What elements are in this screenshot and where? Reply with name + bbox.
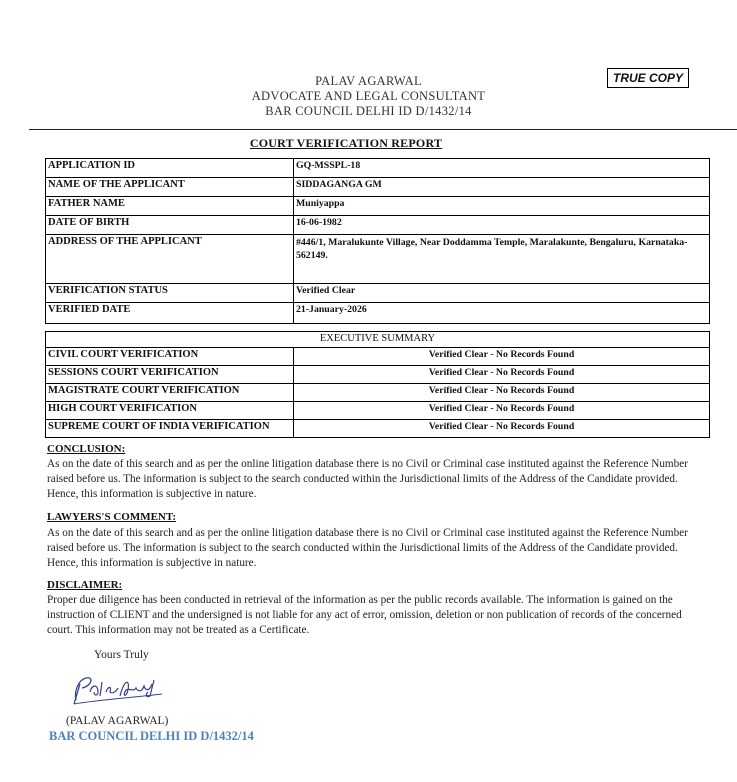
summary-label: SUPREME COURT OF INDIA VERIFICATION — [46, 420, 294, 438]
disclaimer-text: Proper due diligence has been conducted in retrieval of the information as per the public records available. The information is gained on the instruction of CLIENT and the undersigned is not liable for any act of error, omission, deletion or non publication of records of the concerned court. This information may not be treated as a Certificate. — [47, 594, 682, 636]
detail-label: DATE OF BIRTH — [46, 216, 294, 235]
detail-label: APPLICATION ID — [46, 159, 294, 178]
table-row — [46, 348, 710, 366]
table-row — [46, 178, 710, 197]
detail-label: VERIFICATION STATUS — [46, 284, 294, 303]
detail-value: Verified Clear — [294, 284, 710, 303]
advocate-role: ADVOCATE AND LEGAL CONSULTANT — [251, 89, 486, 103]
summary-value: Verified Clear - No Records Found — [294, 420, 710, 438]
table-row — [46, 402, 710, 420]
summary-title: EXECUTIVE SUMMARY — [46, 332, 710, 348]
summary-value: Verified Clear - No Records Found — [294, 366, 710, 384]
summary-value: Verified Clear - No Records Found — [294, 384, 710, 402]
table-row — [46, 216, 710, 235]
details-table — [45, 158, 710, 324]
table-row — [46, 332, 710, 348]
summary-value: Verified Clear - No Records Found — [294, 402, 710, 420]
conclusion-heading: CONCLUSION: — [47, 443, 126, 455]
detail-value: GQ-MSSPL-18 — [294, 159, 710, 178]
summary-label: SESSIONS COURT VERIFICATION — [46, 366, 294, 384]
signatory-name: (PALAV AGARWAL) — [66, 715, 169, 727]
table-row — [46, 197, 710, 216]
table-row — [46, 235, 710, 284]
detail-value: #446/1, Maralukunte Village, Near Doddamma Temple, Maralakunte, Bengaluru, Karnataka-562149. — [294, 235, 710, 284]
lawyers-comment-text: As on the date of this search and as per the online litigation database there is no Civil or Criminal case instituted against the Reference Number raised before us. The information is subject to the search conducted within the Jurisdictional limits of the Address of the Candidate provided. Hence, this information is subjective in nature. — [47, 527, 688, 569]
summary-label: MAGISTRATE COURT VERIFICATION — [46, 384, 294, 402]
report-title: COURT VERIFICATION REPORT — [249, 136, 443, 150]
detail-value: 16-06-1982 — [294, 216, 710, 235]
detail-value: SIDDAGANGA GM — [294, 178, 710, 197]
table-row — [46, 159, 710, 178]
detail-value: 21-January-2026 — [294, 303, 710, 324]
detail-label: VERIFIED DATE — [46, 303, 294, 324]
table-row — [46, 366, 710, 384]
header-divider — [29, 129, 737, 130]
summary-value: Verified Clear - No Records Found — [294, 348, 710, 366]
yours-truly: Yours Truly — [94, 649, 149, 661]
disclaimer-heading: DISCLAIMER: — [47, 579, 123, 591]
closing-bar-id: BAR COUNCIL DELHI ID D/1432/14 — [49, 729, 254, 743]
table-row — [46, 303, 710, 324]
true-copy-stamp: TRUE COPY — [607, 68, 689, 88]
table-row — [46, 420, 710, 438]
advocate-bar-id: BAR COUNCIL DELHI ID D/1432/14 — [265, 104, 472, 118]
table-row — [46, 284, 710, 303]
summary-table — [45, 331, 710, 438]
advocate-name: PALAV AGARWAL — [315, 74, 422, 88]
detail-label: NAME OF THE APPLICANT — [46, 178, 294, 197]
table-row — [46, 384, 710, 402]
detail-label: FATHER NAME — [46, 197, 294, 216]
summary-label: CIVIL COURT VERIFICATION — [46, 348, 294, 366]
summary-label: HIGH COURT VERIFICATION — [46, 402, 294, 420]
conclusion-text: As on the date of this search and as per the online litigation database there is no Civil or Criminal case instituted against the Reference Number raised before us. The information is subject to the search conducted within the Jurisdictional limits of the Address of the Candidate provided. Hence, this information is subjective in nature. — [47, 458, 688, 500]
lawyers-comment-heading: LAWYERS'S COMMENT: — [47, 511, 177, 523]
signature — [68, 670, 168, 710]
detail-value: Muniyappa — [294, 197, 710, 216]
detail-label: ADDRESS OF THE APPLICANT — [46, 235, 294, 284]
